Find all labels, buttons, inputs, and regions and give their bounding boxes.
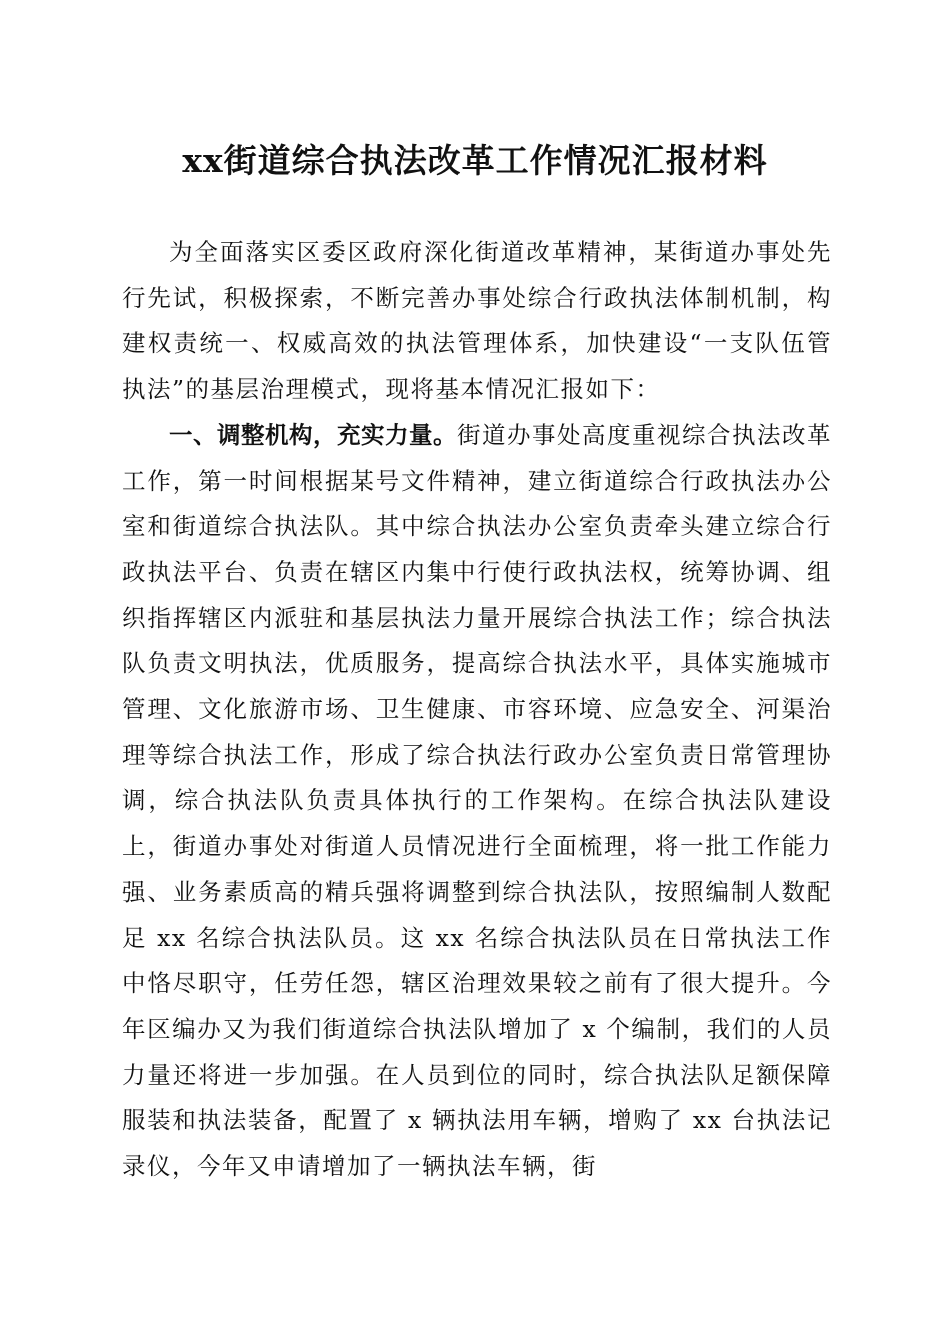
document-body bbox=[122, 230, 832, 1190]
intro-paragraph: 为全面落实区委区政府深化街道改革精神，某街道办事处先行先试，积极探索，不断完善办事处综合行政执法体制机制，构建权责统一、权威高效的执法管理体系，加快建设“一支队伍管执法”的基层治理模式，现将基本情况汇报如下： bbox=[122, 238, 832, 404]
section-1-body: 街道办事处高度重视综合执法改革工作，第一时间根据某号文件精神，建立街道综合行政执法办公室和街道综合执法队。其中综合执法办公室负责牵头建立综合行政执法平台、负责在辖区内集中行使行政执法权，统筹协调、组织指挥辖区内派驻和基层执法力量开展综合执法工作；综合执法队负责文明执法，优质服务，提高综合执法水平，具体实施城市管理、文化旅游市场、卫生健康、市容环境、应急安全、河渠治理等综合执法工作，形成了综合执法行政办公室负责日常管理协调，综合执法队负责具体执行的工作架构。在综合执法队建设上，街道办事处对街道人员情况进行全面梳理，将一批工作能力强、业务素质高的精兵强将调整到综合执法队，按照编制人数配足 xx 名综合执法队员。这 xx 名综合执法队员在日常执法工作中恪尽职守，任劳任怨，辖区治理效果较之前有了很大提升。今年区编办又为我们街道综合执法队增加了 x 个编制，我们的人员力量还将进一步加强。在人员到位的同时，综合执法队足额保障服装和执法装备，配置了 x 辆执法用车辆，增购了 xx 台执法记录仪，今年又申请增加了一辆执法车辆，街 bbox=[122, 420, 832, 1181]
document-title: xx街道综合执法改革工作情况汇报材料 bbox=[182, 141, 768, 180]
section-1-heading: 一、调整机构，充实力量。 bbox=[169, 420, 457, 449]
section-1-paragraph bbox=[122, 413, 832, 1190]
